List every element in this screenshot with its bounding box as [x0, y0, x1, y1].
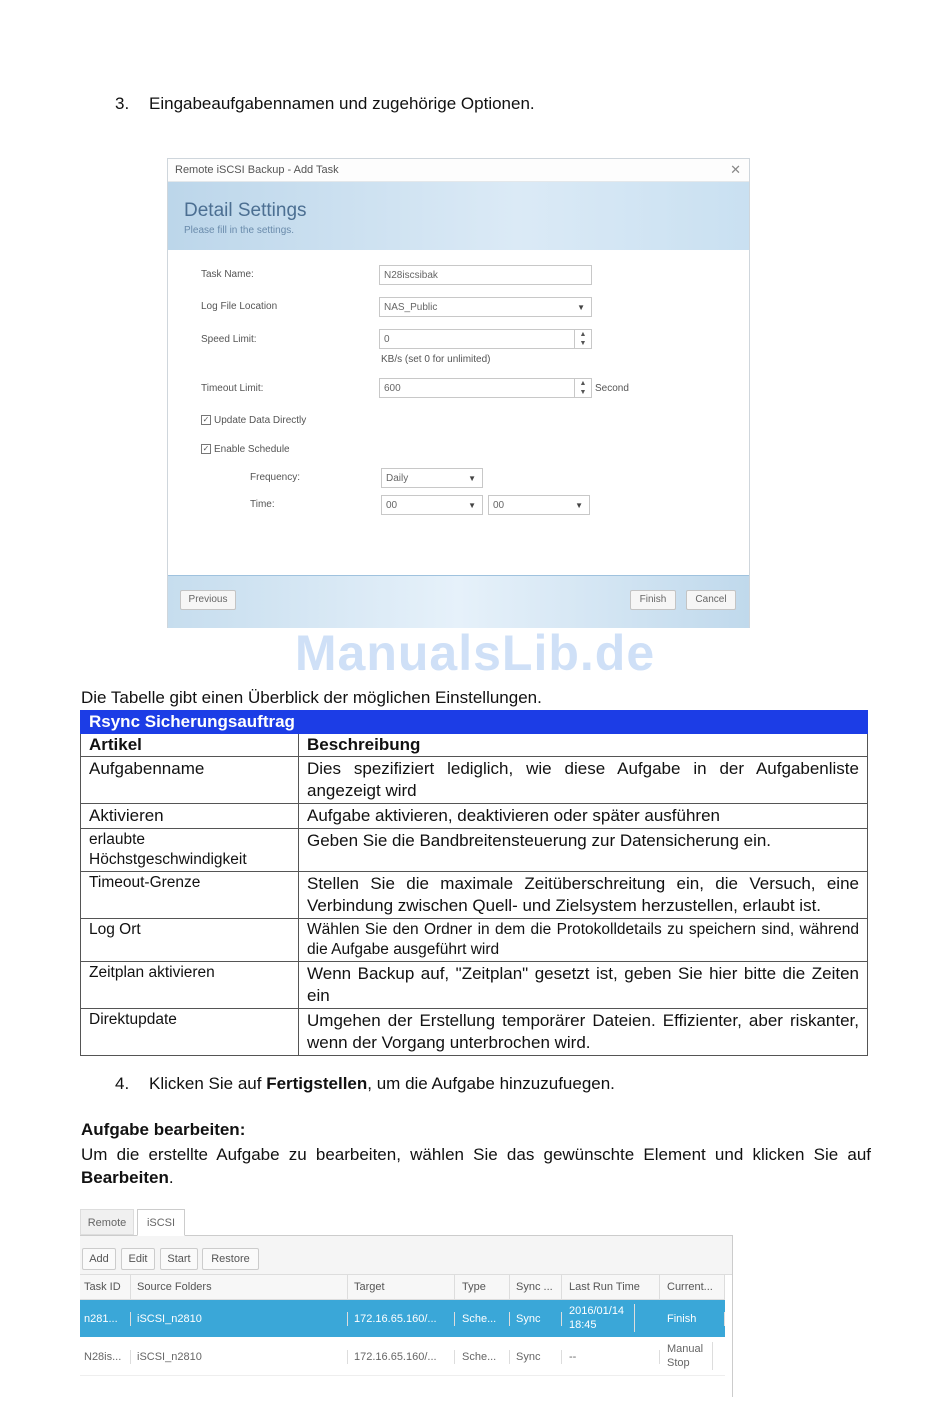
cell-task-id: N28is... [80, 1350, 131, 1364]
step-text: Eingabeaufgabennamen und zugehörige Optionen. [149, 94, 535, 113]
row-description: Geben Sie die Bandbreitensteuerung zur Datensicherung ein. [299, 829, 868, 872]
dialog-title: Remote iSCSI Backup - Add Task [175, 164, 339, 176]
cell-task-id: n281... [80, 1312, 131, 1326]
frequency-value: Daily [386, 473, 409, 484]
table-row [81, 1009, 868, 1056]
table-row [81, 962, 868, 1009]
update-data-checkbox[interactable] [201, 415, 306, 426]
cancel-button[interactable]: Cancel [686, 590, 736, 610]
enable-schedule-checkbox[interactable] [201, 444, 290, 455]
speed-limit-input[interactable] [379, 329, 592, 349]
task-name-input[interactable]: N28iscsibak [379, 265, 592, 285]
spinner-icon[interactable]: ▲ ▼ [574, 330, 591, 348]
chevron-down-icon: ▼ [468, 501, 476, 510]
cell-type: Sche... [458, 1350, 510, 1364]
row-item: Timeout-Grenze [81, 872, 299, 919]
cell-current: Finish [663, 1312, 725, 1326]
column-header-task-id[interactable]: Task ID [80, 1275, 131, 1299]
task-name-label: Task Name: [201, 269, 254, 280]
checkbox-checked-icon[interactable]: ✓ [202, 415, 210, 425]
log-location-value: NAS_Public [384, 302, 438, 313]
row-description: Stellen Sie die maximale Zeitüberschreitung ein, die Versuch, eine Verbindung zwischen Quell- und Zielsystem herzustellen, erlaubt ist. [299, 872, 868, 919]
step-number: 3. [115, 94, 130, 113]
timeout-unit: Second [595, 383, 629, 394]
edit-end: . [168, 1168, 174, 1187]
timeout-limit-label: Timeout Limit: [201, 383, 264, 394]
cell-sync: Sync [512, 1312, 562, 1326]
table-row [81, 919, 868, 962]
column-header-source[interactable]: Source Folders [133, 1275, 348, 1299]
enable-schedule-label: Enable Schedule [214, 444, 290, 455]
log-location-label: Log File Location [201, 301, 278, 312]
step-number: 4. [115, 1074, 130, 1093]
column-header-target[interactable]: Target [350, 1275, 455, 1299]
speed-limit-hint: KB/s (set 0 for unlimited) [381, 354, 491, 365]
table-header-row [81, 734, 868, 757]
column-header-last-run[interactable]: Last Run Time [565, 1275, 660, 1299]
row-description: Umgehen der Erstellung temporärer Dateien. Effizienter, aber riskanter, wenn der Vorgang unterbrochen wird. [299, 1009, 868, 1056]
dialog-heading: Detail Settings [184, 200, 307, 221]
row-item: Aktivieren [81, 804, 299, 829]
dialog-titlebar [168, 159, 749, 182]
step-text-end: , um die Aufgabe hinzuzufuegen. [367, 1074, 615, 1093]
edit-heading: Aufgabe bearbeiten: [81, 1120, 246, 1139]
timeout-limit-value: 600 [384, 383, 401, 394]
column-header-description: Beschreibung [299, 734, 868, 757]
cell-type: Sche... [458, 1312, 510, 1326]
step-4 [115, 1074, 615, 1094]
row-description: Aufgabe aktivieren, deaktivieren oder später ausführen [299, 804, 868, 829]
table-caption: Die Tabelle gibt einen Überblick der möglichen Einstellungen. [81, 688, 542, 707]
restore-button[interactable]: Restore [202, 1248, 259, 1270]
column-header-current[interactable]: Current... [663, 1275, 725, 1299]
update-data-label: Update Data Directly [214, 415, 307, 426]
edit-button[interactable]: Edit [121, 1248, 155, 1270]
minute-value: 00 [493, 500, 505, 511]
cell-last-run: 2016/01/14 18:45 [565, 1304, 635, 1332]
table-title: Rsync Sicherungsauftrag [81, 711, 868, 734]
row-item: Aufgabenname [81, 757, 299, 804]
row-description: Wählen Sie den Ordner in dem die Protokolldetails zu speichern sind, während die Aufgabe ausgeführt wird [299, 919, 868, 962]
edit-paragraph [81, 1143, 871, 1189]
column-header-type[interactable]: Type [458, 1275, 510, 1299]
dialog-header [168, 182, 749, 250]
dialog-subheading: Please fill in the settings. [184, 225, 295, 236]
cell-target: 172.16.65.160/... [350, 1312, 455, 1326]
hour-select[interactable] [381, 495, 483, 515]
finish-button[interactable]: Finish [630, 590, 676, 610]
time-label: Time: [250, 499, 275, 510]
row-item: Zeitplan aktivieren [81, 962, 299, 1009]
row-item: Direktupdate [81, 1009, 299, 1056]
frequency-select[interactable] [381, 468, 483, 488]
step-bold-text: Fertigstellen [266, 1074, 368, 1093]
log-location-select[interactable] [379, 297, 592, 317]
edit-text: Um die erstellte Aufgabe zu bearbeiten, wählen Sie das gewünschte Element und klicken Sie auf [81, 1145, 871, 1164]
add-task-dialog [167, 158, 750, 628]
frequency-label: Frequency: [250, 472, 301, 483]
column-header-item: Artikel [81, 734, 299, 757]
column-header-sync[interactable]: Sync ... [512, 1275, 562, 1299]
step-3 [115, 94, 535, 114]
watermark: ManualsLib.de [294, 625, 656, 681]
previous-button[interactable]: Previous [180, 590, 236, 610]
task-list-panel [80, 1209, 733, 1397]
cell-source: iSCSI_n2810 [133, 1312, 348, 1326]
tab-iscsi[interactable]: iSCSI [137, 1209, 185, 1236]
hour-value: 00 [386, 500, 398, 511]
chevron-down-icon: ▼ [468, 474, 476, 483]
add-button[interactable]: Add [82, 1248, 116, 1270]
speed-limit-value: 0 [384, 334, 390, 345]
settings-table [80, 710, 868, 1056]
row-item: Log Ort [81, 919, 299, 962]
spinner-icon[interactable]: ▲ ▼ [574, 379, 591, 397]
start-button[interactable]: Start [160, 1248, 198, 1270]
table-title-row [81, 711, 868, 734]
table-row [81, 757, 868, 804]
timeout-limit-input[interactable] [379, 378, 592, 398]
chevron-down-icon: ▼ [575, 501, 583, 510]
row-description: Dies spezifiziert lediglich, wie diese Aufgabe in der Aufgabenliste angezeigt wird [299, 757, 868, 804]
chevron-down-icon: ▼ [577, 303, 585, 312]
step-text: Klicken Sie auf [149, 1074, 267, 1093]
cell-sync: Sync [512, 1350, 562, 1364]
tab-remote[interactable]: Remote [80, 1209, 134, 1235]
table-row [81, 804, 868, 829]
cell-current: Manual Stop [663, 1342, 713, 1370]
minute-select[interactable] [488, 495, 590, 515]
close-icon[interactable]: ✕ [730, 162, 741, 177]
table-row [81, 829, 868, 872]
row-description: Wenn Backup auf, "Zeitplan" gesetzt ist, geben Sie hier bitte die Zeiten ein [299, 962, 868, 1009]
cell-target: 172.16.65.160/... [350, 1350, 455, 1364]
dialog-footer [168, 575, 749, 628]
cell-source: iSCSI_n2810 [133, 1350, 348, 1364]
speed-limit-label: Speed Limit: [201, 334, 257, 345]
checkbox-checked-icon[interactable]: ✓ [202, 444, 210, 454]
edit-bold-text: Bearbeiten [81, 1168, 169, 1187]
table-row [81, 872, 868, 919]
row-item: erlaubte Höchstgeschwindigkeit [81, 829, 299, 872]
cell-last-run: -- [565, 1350, 660, 1364]
